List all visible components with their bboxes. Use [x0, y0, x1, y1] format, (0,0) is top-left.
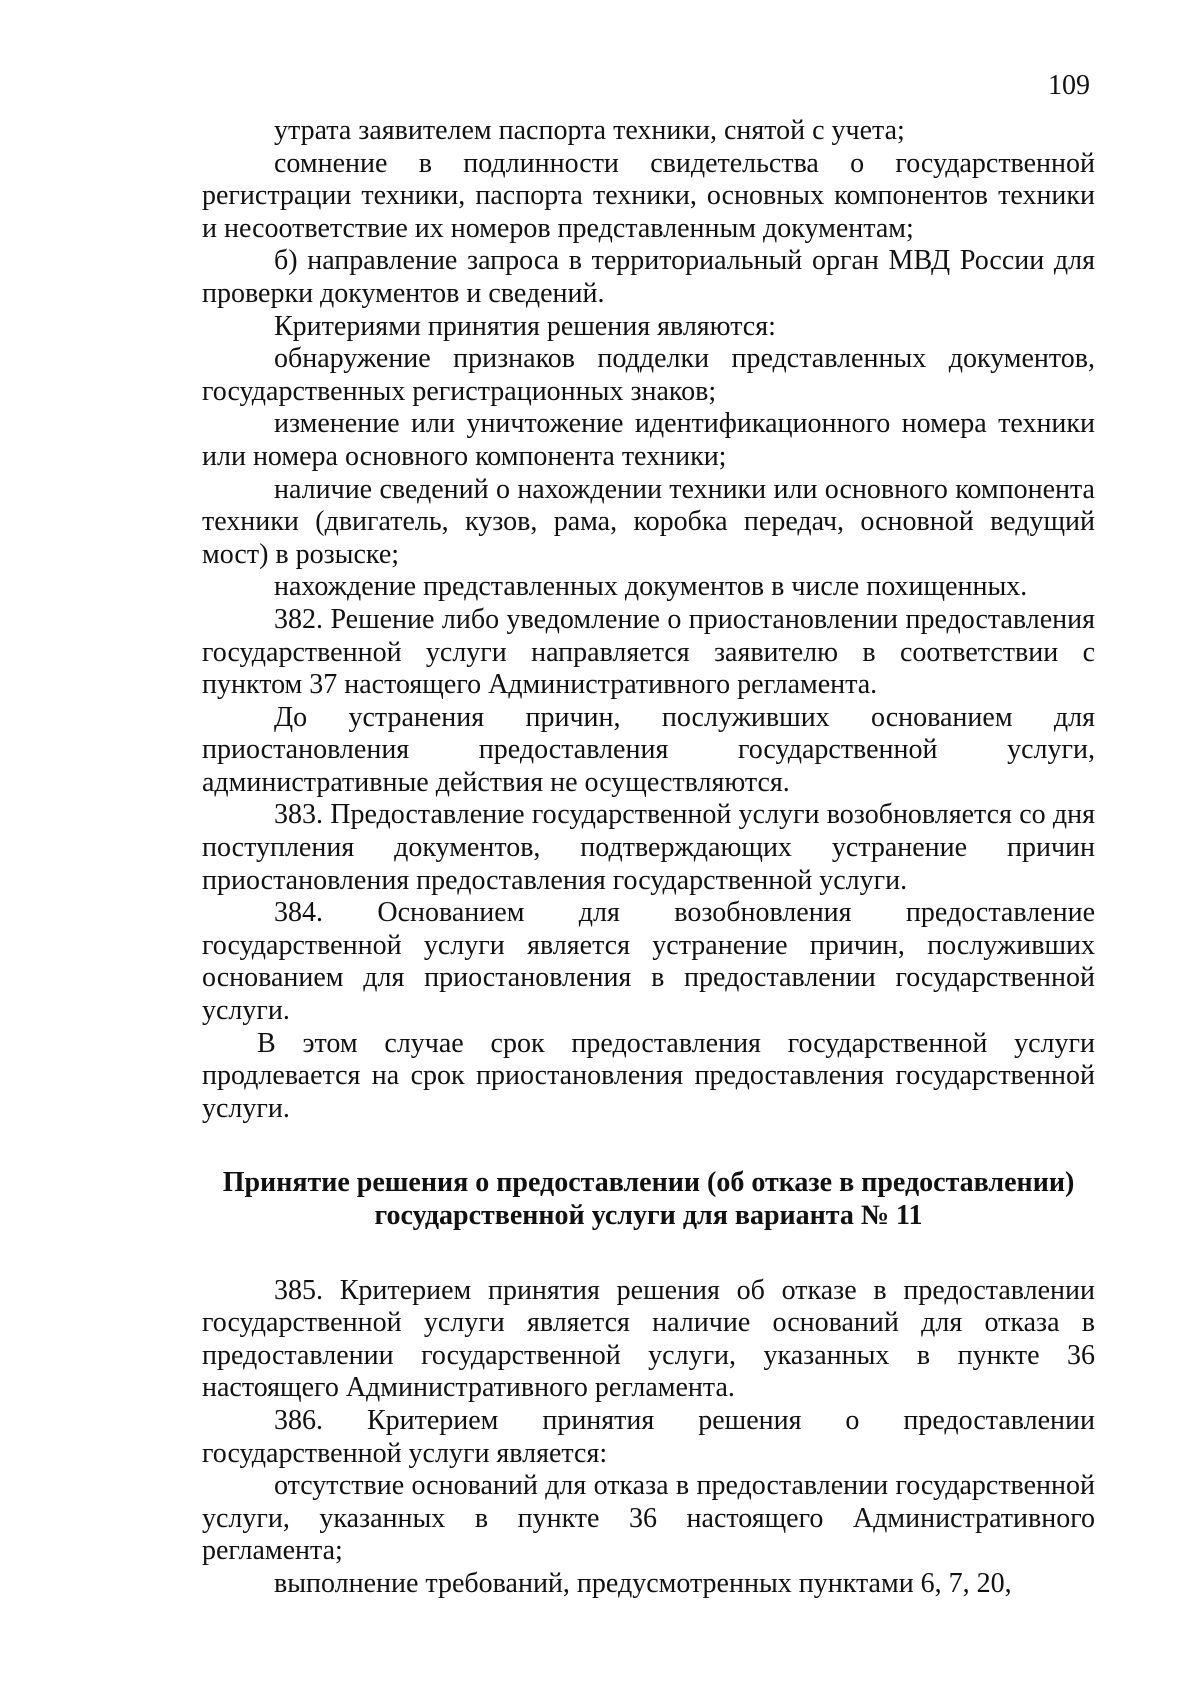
paragraph: изменение или уничтожение идентификационного номера техники или номера основного компонента техники;: [202, 408, 1095, 472]
paragraph: нахождение представленных документов в числе похищенных.: [274, 571, 1028, 603]
paragraph: До устранения причин, послуживших основанием для приостановления предоставления государственной услуги, административные действия не осуществляются.: [202, 701, 1095, 798]
section-heading-line: Принятие решения о предоставлении (об отказе в предоставлении): [222, 1167, 1075, 1199]
paragraph: обнаружение признаков подделки представленных документов, государственных регистрационных знаков;: [202, 343, 1095, 407]
paragraph-386: 386. Критерием принятия решения о предоставлении государственной услуги является:: [202, 1404, 1095, 1469]
paragraph: В этом случае срок предоставления государственной услуги продлевается на срок приостановления предоставления государственной услуги.: [202, 1027, 1095, 1124]
paragraph: выполнение требований, предусмотренных пунктами 6, 7, 20,: [274, 1567, 1012, 1599]
document-body: [202, 115, 1095, 1601]
paragraph: отсутствие оснований для отказа в предоставлении государственной услуги, указанных в пункте 36 настоящего Административного регламента;: [202, 1470, 1095, 1567]
paragraph-383: 383. Предоставление государственной услуги возобновляется со дня поступления документов, подтверждающих устранение причин приостановления предоставления государственной услуги.: [202, 799, 1095, 896]
section-heading-line: государственной услуги для варианта № 11: [374, 1200, 923, 1231]
paragraph-382: 382. Решение либо уведомление о приостановлении предоставления государственной услуги направляется заявителю в соответствии с пунктом 37 настоящего Административного регламента.: [202, 603, 1095, 701]
paragraph: Критериями принятия решения являются:: [274, 310, 776, 342]
page-number: 109: [1048, 70, 1090, 101]
paragraph-384: 384. Основанием для возобновления предоставление государственной услуги является устранение причин, послуживших основанием для приостановления в предоставлении государственной услуги.: [202, 897, 1095, 1027]
paragraph: б) направление запроса в территориальный орган МВД России для проверки документов и сведений.: [202, 245, 1095, 309]
paragraph: сомнение в подлинности свидетельства о государственной регистрации техники, паспорта техники, основных компонентов техники и несоответствие их номеров представленным документам;: [202, 147, 1095, 244]
paragraph-385: 385. Критерием принятия решения об отказе в предоставлении государственной услуги является наличие оснований для отказа в предоставлении государственной услуги, указанных в пункте 36 настоящего Административного регламента.: [202, 1274, 1095, 1404]
paragraph: утрата заявителем паспорта техники, снятой с учета;: [274, 115, 905, 146]
section-heading: [202, 1167, 1095, 1232]
paragraph: наличие сведений о нахождении техники или основного компонента техники (двигатель, кузов, рама, коробка передач, основной ведущий мост) в розыске;: [202, 473, 1095, 570]
